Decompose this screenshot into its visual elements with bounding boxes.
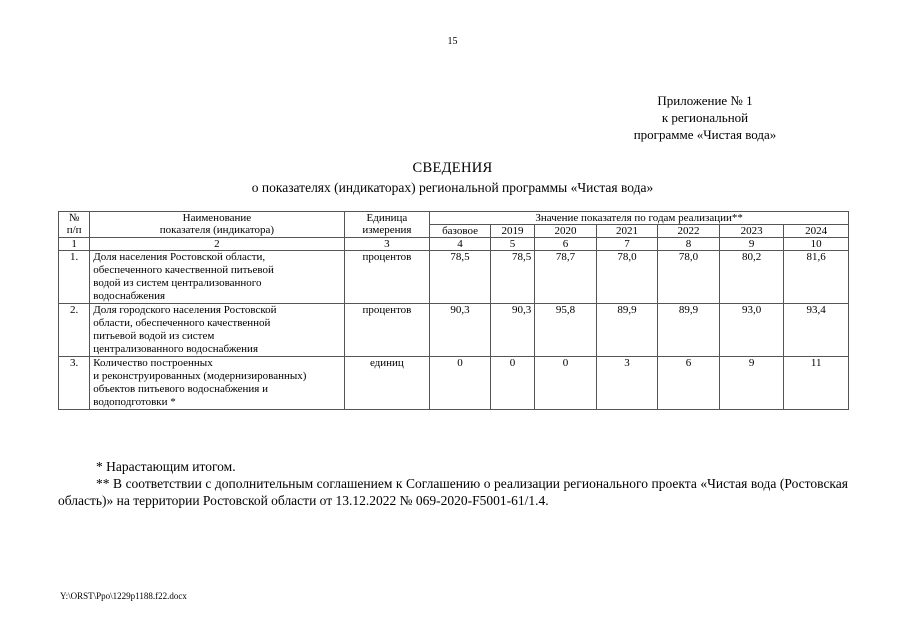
value-cell: 78,0: [658, 251, 720, 304]
document-title: СВЕДЕНИЯ: [412, 160, 493, 176]
indicator-name: Количество построенных и реконструированных (модернизированных) объектов питьевого водоснабжения и водоподготовки *: [90, 357, 344, 410]
appendix-caption: [585, 92, 825, 143]
page-number: 15: [447, 36, 458, 47]
value-cell: 78,5: [430, 251, 491, 304]
header-values-group: Значение показателя по годам реализации**: [430, 212, 849, 225]
row-number: 2.: [59, 304, 90, 357]
column-number: 5: [490, 238, 534, 251]
unit-cell: единиц: [344, 357, 430, 410]
column-number: 4: [430, 238, 491, 251]
column-number: 10: [784, 238, 849, 251]
unit-cell: процентов: [344, 251, 430, 304]
header-year: 2020: [535, 225, 597, 238]
column-number: 8: [658, 238, 720, 251]
column-number: 3: [344, 238, 430, 251]
value-cell: 89,9: [658, 304, 720, 357]
unit-cell: процентов: [344, 304, 430, 357]
footnotes: [58, 458, 848, 509]
indicator-name: Доля городского населения Ростовской области, обеспеченного качественной питьевой водой из систем централизованного водоснабжения: [90, 304, 344, 357]
column-number: 9: [719, 238, 784, 251]
header-num: № п/п: [59, 212, 90, 238]
value-cell: 9: [719, 357, 784, 410]
header-unit: Единица измерения: [344, 212, 430, 238]
value-cell: 89,9: [596, 304, 658, 357]
column-number: 6: [535, 238, 597, 251]
table-row: [59, 304, 849, 357]
value-cell: 3: [596, 357, 658, 410]
header-year: 2022: [658, 225, 720, 238]
column-number: 2: [90, 238, 344, 251]
value-cell: 95,8: [535, 304, 597, 357]
footnote-2: ** В соответствии с дополнительным соглашением к Соглашению о реализации регионального проекта «Чистая вода (Ростовская область)» на территории Ростовской области от 13.12.2022 № 069-2020-F5001-61/1.4.: [58, 476, 848, 508]
value-cell: 93,4: [784, 304, 849, 357]
header-year: 2021: [596, 225, 658, 238]
table-row: [59, 357, 849, 410]
value-cell: 0: [535, 357, 597, 410]
value-cell: 78,0: [596, 251, 658, 304]
table-header-row-1: [59, 212, 849, 225]
document-subtitle: о показателях (индикаторах) региональной программы «Чистая вода»: [251, 180, 654, 195]
value-cell: 90,3: [490, 304, 534, 357]
value-cell: 78,5: [490, 251, 534, 304]
value-cell: 93,0: [719, 304, 784, 357]
column-number: 1: [59, 238, 90, 251]
value-cell: 80,2: [719, 251, 784, 304]
value-cell: 6: [658, 357, 720, 410]
header-year: 2024: [784, 225, 849, 238]
header-year: базовое: [430, 225, 491, 238]
header-year: 2023: [719, 225, 784, 238]
table-row: [59, 251, 849, 304]
value-cell: 0: [490, 357, 534, 410]
row-number: 1.: [59, 251, 90, 304]
row-number: 3.: [59, 357, 90, 410]
value-cell: 0: [430, 357, 491, 410]
value-cell: 90,3: [430, 304, 491, 357]
column-number: 7: [596, 238, 658, 251]
value-cell: 81,6: [784, 251, 849, 304]
footnote-1: * Нарастающим итогом.: [96, 459, 236, 474]
appendix-line-2: к региональной: [661, 110, 749, 125]
indicators-table: [58, 211, 849, 410]
column-numbers-row: [59, 238, 849, 251]
value-cell: 78,7: [535, 251, 597, 304]
indicator-name: Доля населения Ростовской области, обеспеченного качественной питьевой водой из систем централизованного водоснабжения: [90, 251, 344, 304]
appendix-line-1: Приложение № 1: [657, 93, 753, 108]
header-year: 2019: [490, 225, 534, 238]
header-name: Наименование показателя (индикатора): [90, 212, 344, 238]
value-cell: 11: [784, 357, 849, 410]
appendix-line-3: программе «Чистая вода»: [633, 127, 777, 142]
file-path: Y:\ORST\Ppo\1229p1188.f22.docx: [60, 591, 187, 601]
